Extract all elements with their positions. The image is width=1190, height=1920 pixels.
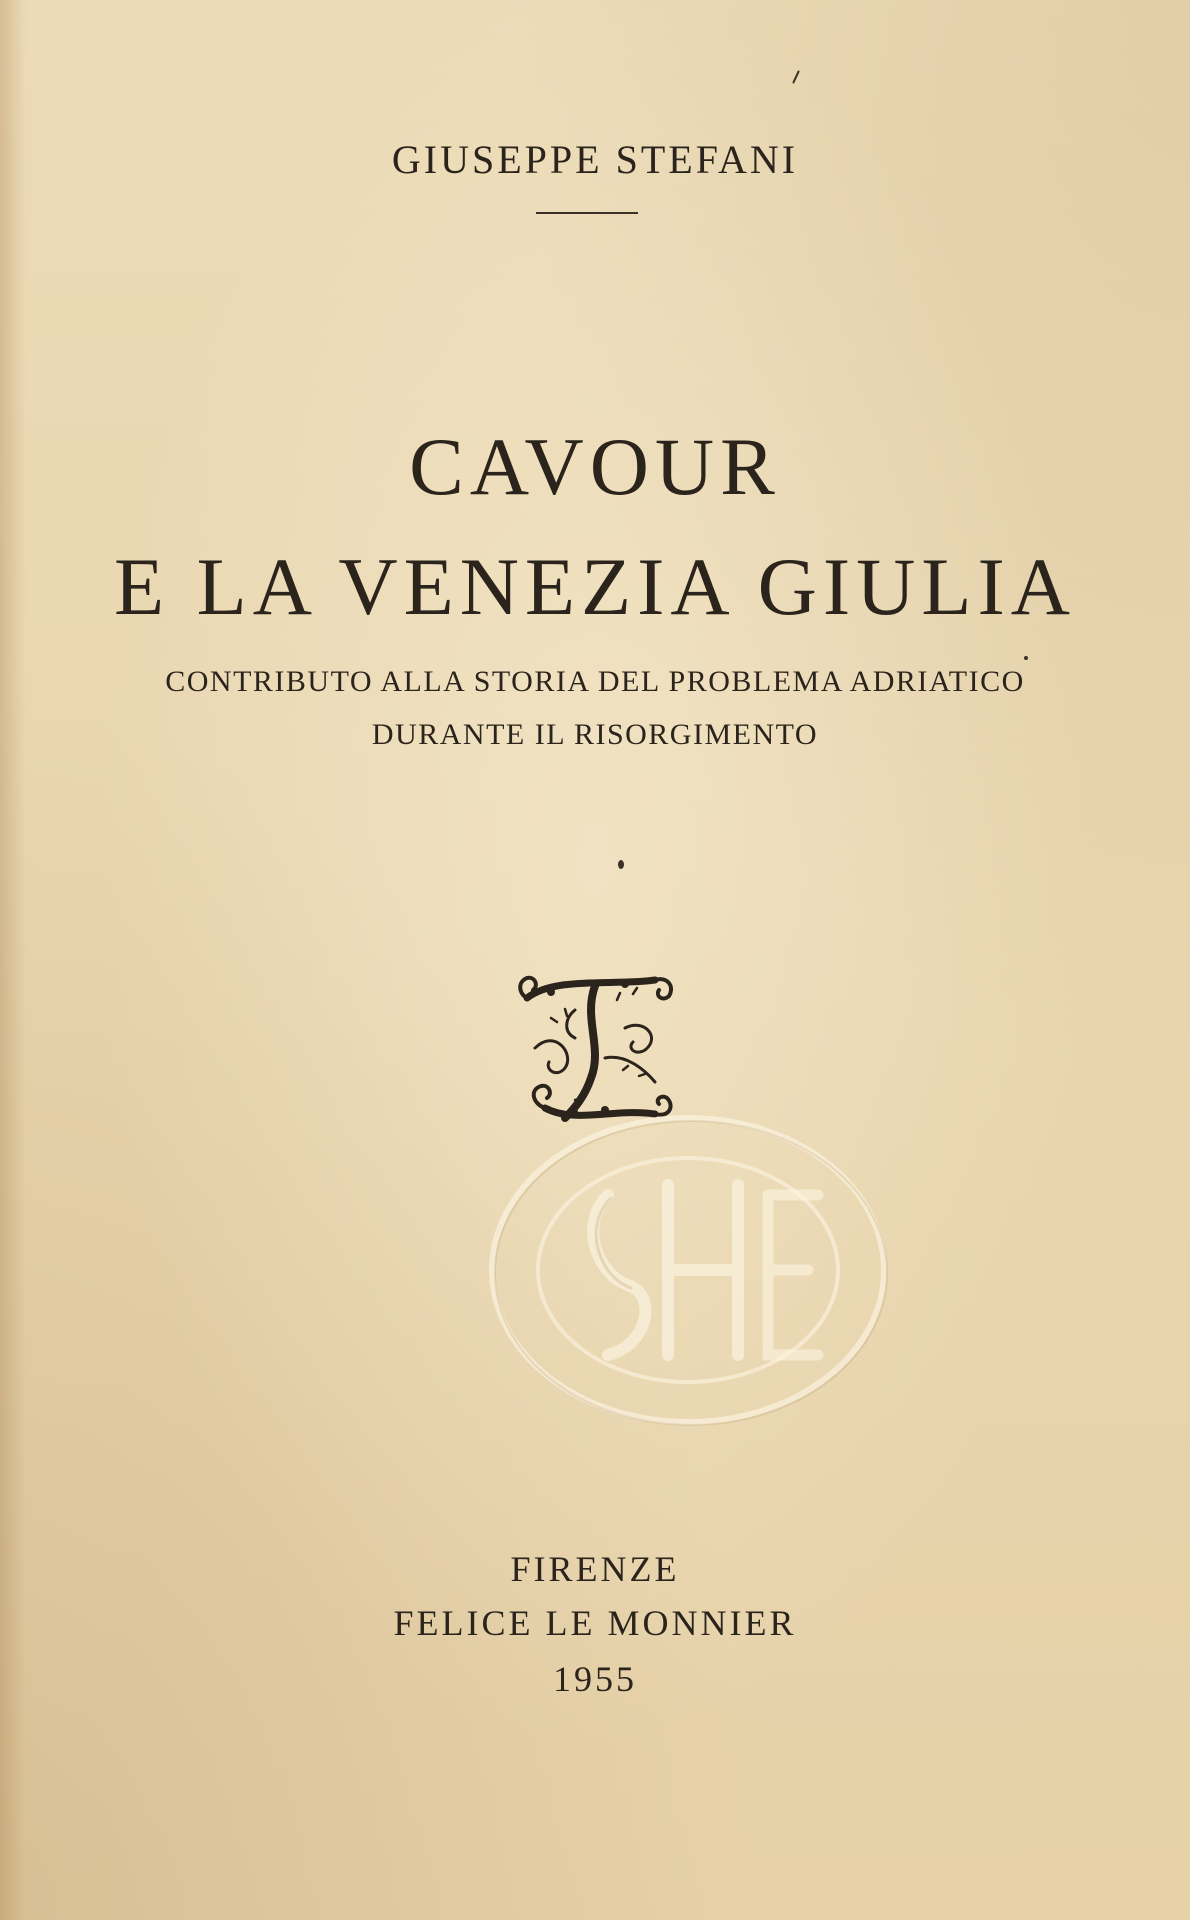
book-title-line-2: E LA VENEZIA GIULIA	[114, 541, 1076, 632]
imprint-city: FIRENZE	[510, 1549, 680, 1589]
imprint-publisher: FELICE LE MONNIER	[393, 1603, 797, 1643]
embossed-library-seal-icon	[478, 1105, 898, 1435]
ink-speck	[1024, 656, 1028, 660]
book-title-line-1: CAVOUR	[409, 421, 781, 512]
ink-speck	[792, 70, 800, 84]
author-name: GIUSEPPE STEFANI	[391, 137, 799, 182]
author-rule	[536, 212, 638, 214]
imprint-year: 1955	[553, 1659, 637, 1699]
book-subtitle-line-1: CONTRIBUTO ALLA STORIA DEL PROBLEMA ADRIATICO	[165, 665, 1025, 698]
book-subtitle-line-2: DURANTE IL RISORGIMENTO	[371, 718, 819, 751]
ink-speck	[618, 860, 624, 869]
